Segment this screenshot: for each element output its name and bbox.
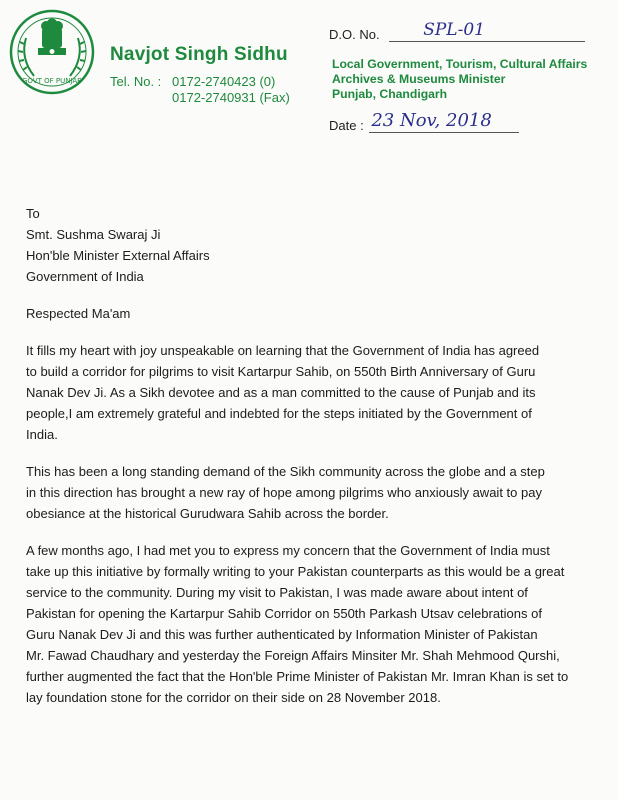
- text-line: in this direction has brought a new ray of hope among pilgrims who anxiously await to pay: [26, 485, 542, 500]
- text-line: This has been a long standing demand of the Sikh community across the globe and a step: [26, 464, 545, 479]
- text-line: people,I am extremely grateful and indebted for the steps initiated by the Government of: [26, 406, 532, 421]
- addressee-block: [26, 224, 606, 287]
- tel-fax: 0172-2740931 (Fax): [172, 90, 290, 105]
- emblem-caption: GOVT OF PUNJAB: [22, 77, 82, 85]
- sender-name: Navjot Singh Sidhu: [110, 44, 288, 65]
- do-label: D.O. No.: [329, 27, 380, 42]
- text-line: Guru Nanak Dev Ji and this was further authenticated by Information Minister of Pakistan: [26, 627, 538, 642]
- addressee-line: Government of India: [26, 269, 144, 284]
- office-line: Archives & Museums Minister: [332, 72, 506, 86]
- text-line: further augmented the fact that the Hon'ble Prime Minister of Pakistan Mr. Imran Khan is set to: [26, 669, 569, 684]
- text-line: Nanak Dev Ji. As a Sikh devotee and as a man committed to the cause of Punjab and its: [26, 385, 536, 400]
- text-line: Mr. Fawad Chaudhary and yesterday the Foreign Affairs Minsiter Mr. Shah Mehmood Qurshi,: [26, 648, 560, 663]
- addressee-line: Smt. Sushma Swaraj Ji: [26, 227, 161, 242]
- office-line: Local Government, Tourism, Cultural Affairs: [332, 57, 588, 71]
- tel-office: 0172-2740423 (0): [172, 74, 276, 89]
- text-line: Pakistan for opening the Kartarpur Sahib Corridor on 550th Parkash Utsav celebrations of: [26, 606, 542, 621]
- do-number-row: [329, 20, 585, 42]
- addressee-line: Hon'ble Minister External Affairs: [26, 248, 210, 263]
- govt-emblem-logo: [6, 8, 98, 96]
- paragraph-2: [26, 461, 606, 524]
- text-line: It fills my heart with joy unspeakable on learning that the Government of India has agreed: [26, 343, 540, 358]
- date-value: 23 Nov, 2018: [371, 110, 492, 131]
- paragraph-3: [26, 540, 606, 708]
- paragraph-1: [26, 340, 606, 445]
- to-label: To: [26, 206, 40, 221]
- office-line: Punjab, Chandigarh: [332, 87, 448, 101]
- text-line: lay foundation stone for the corridor on their side on 28 November 2018.: [26, 690, 441, 705]
- date-label: Date :: [329, 118, 364, 133]
- office-address: [332, 57, 587, 102]
- text-line: service to the community. During my visit to Pakistan, I was made aware about intent of: [26, 585, 528, 600]
- date-row: [329, 110, 519, 133]
- text-line: take up this initiative by formally writing to your Pakistan counterparts as this would be a great: [26, 564, 565, 579]
- tel-label: Tel. No. :: [110, 74, 162, 89]
- text-line: A few months ago, I had met you to express my concern that the Government of India must: [26, 543, 550, 558]
- telephone-block: [110, 74, 290, 106]
- do-number-value: SPL-01: [423, 20, 485, 40]
- letter-body: [26, 203, 606, 708]
- text-line: obesiance at the historical Gurudwara Sahib across the border.: [26, 506, 389, 521]
- salutation: Respected Ma'am: [26, 306, 131, 321]
- text-line: India.: [26, 427, 58, 442]
- text-line: to build a corridor for pilgrims to visit Kartarpur Sahib, on 550th Birth Anniversary of Guru: [26, 364, 536, 379]
